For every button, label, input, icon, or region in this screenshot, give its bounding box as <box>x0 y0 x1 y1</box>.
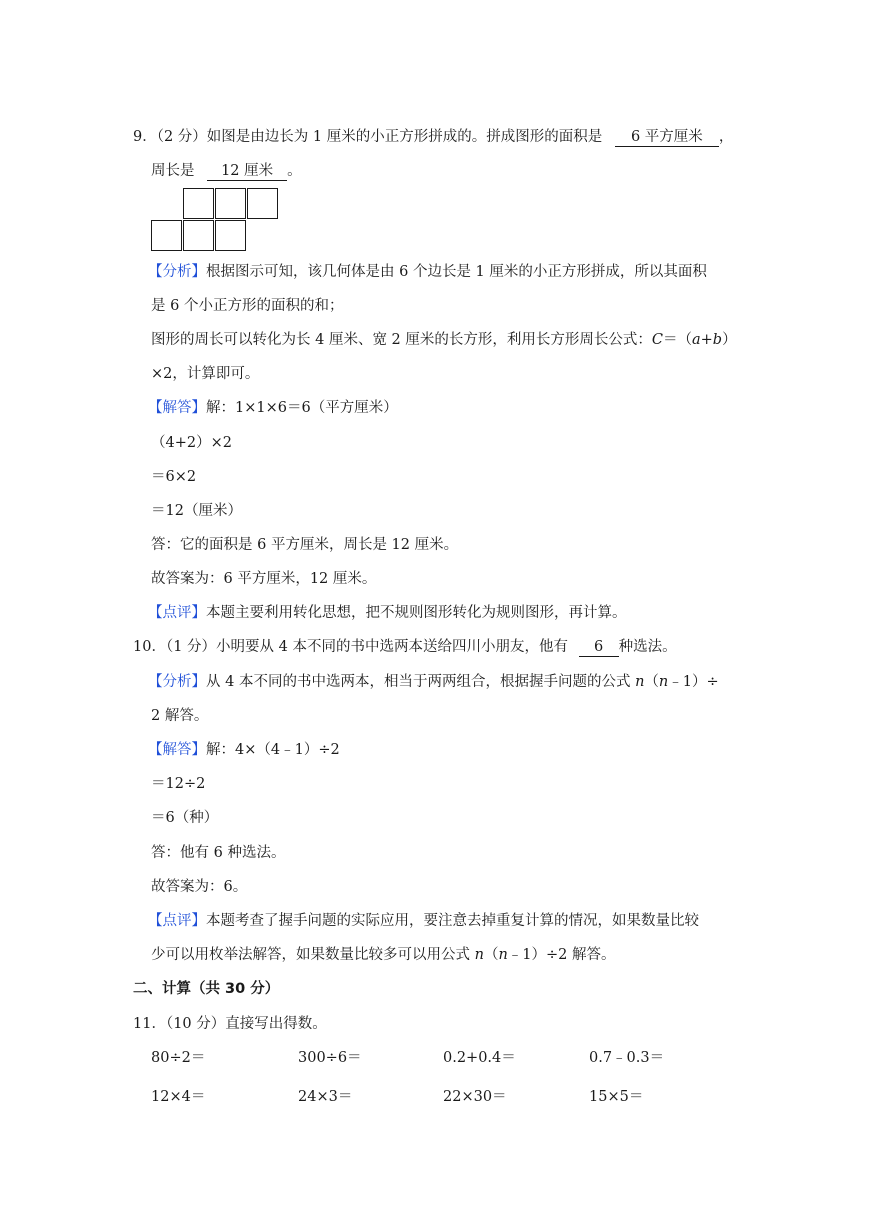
q10-analysis-text: 从 4 本不同的书中选两本，相当于两两组合，根据握手问题的公式 <box>206 674 631 690</box>
q9-answer-text: 解：1×1×6＝6（平方厘米） <box>206 400 398 416</box>
q9-answer-text: 答：它的面积是 6 平方厘米，周长是 12 厘米。 <box>151 537 459 553</box>
q9-answer-line3 <box>151 467 196 487</box>
q9-analysis-text: 图形的周长可以转化为长 4 厘米、宽 2 厘米的长方形，利用长方形周长公式： <box>151 332 652 348</box>
formula-text: ） <box>722 332 737 348</box>
formula-variable: C <box>651 332 663 348</box>
q10-answer-text: ＝6（种） <box>151 810 219 826</box>
q9-answer-line1 <box>148 398 398 418</box>
q9-answer-text: ＝6×2 <box>151 469 197 485</box>
formula-text: ﹣1）÷2 解答。 <box>507 947 616 963</box>
q10-comment-text: 本题考查了握手问题的实际应用，要注意去掉重复计算的情况，如果数量比较 <box>206 913 699 929</box>
q11-problem: 80÷2＝ <box>151 1050 206 1066</box>
q10-stem-prefix: 10．（1 分）小明要从 4 本不同的书中选两本送给四川小朋友，他有 <box>133 639 568 655</box>
q10-answer-line5 <box>151 877 247 897</box>
q9-answer-text: 故答案为：6 平方厘米，12 厘米。 <box>151 571 377 587</box>
q10-comment-text: 少可以用枚举法解答，如果数量比较多可以用公式 <box>151 947 470 963</box>
analysis-tag: 【分析】 <box>148 264 206 280</box>
q9-analysis-line3 <box>151 330 737 350</box>
q10-stem-suffix: 种选法。 <box>618 639 677 655</box>
formula-variable: n <box>635 674 645 690</box>
q9-analysis-line1 <box>148 262 707 282</box>
comment-tag: 【点评】 <box>148 605 206 621</box>
unit-square <box>215 220 246 251</box>
formula-text: ＝（ <box>663 332 692 348</box>
q11-problem: 22×30＝ <box>443 1089 507 1105</box>
formula-text: ﹣1）÷ <box>668 674 719 690</box>
q9-analysis-text: ×2，计算即可。 <box>151 366 260 382</box>
q9-answer-line6 <box>151 569 376 589</box>
q11-problem: 15×5＝ <box>589 1089 644 1105</box>
q9-area-answer-blank: 6 平方厘米 <box>615 128 719 147</box>
formula-variable: n <box>474 947 484 963</box>
q9-answer-text: （4+2）×2 <box>151 435 232 451</box>
q9-perimeter-label: 周长是 <box>151 163 195 179</box>
q10-answer-text: 答：他有 6 种选法。 <box>151 845 286 861</box>
q9-stem-line2-suffix: 。 <box>287 163 302 179</box>
answer-tag: 【解答】 <box>148 400 206 416</box>
answer-tag: 【解答】 <box>148 742 206 758</box>
q10-analysis-line2 <box>151 706 208 726</box>
formula-text: （ <box>644 674 659 690</box>
formula-variable: n <box>658 674 669 690</box>
analysis-tag: 【分析】 <box>148 674 206 690</box>
q9-perimeter-answer-blank: 12 厘米 <box>207 162 287 181</box>
q11-problem: 300÷6＝ <box>298 1050 362 1066</box>
q10-answer-text: 解：4×（4﹣1）÷2 <box>206 742 340 758</box>
q10-answer-line1 <box>148 740 340 760</box>
q10-stem-line1 <box>133 637 677 657</box>
formula-variable: a+b <box>692 332 723 348</box>
q10-comment-line2 <box>151 945 616 965</box>
q9-analysis-text: 是 6 个小正方形的面积的和； <box>151 298 344 314</box>
q9-analysis-line2 <box>151 296 343 316</box>
q9-comment-line1 <box>148 603 627 623</box>
q11-stem: 11．（10 分）直接写出得数。 <box>133 1016 327 1032</box>
unit-square <box>151 220 182 251</box>
q9-stem-suffix: ， <box>718 129 734 145</box>
comment-tag: 【点评】 <box>148 913 206 929</box>
unit-square <box>215 188 246 219</box>
q9-answer-line5 <box>151 535 458 555</box>
formula-text: （ <box>483 947 499 963</box>
formula-variable: n <box>498 947 508 963</box>
unit-square <box>247 188 278 219</box>
q9-stem-line1 <box>133 127 733 147</box>
unit-square <box>183 188 214 219</box>
section-heading: 二、计算（共 30 分） <box>133 981 280 997</box>
q9-figure <box>151 188 281 253</box>
q11-problem: 0.2+0.4＝ <box>443 1050 516 1066</box>
q9-stem-line2 <box>151 161 302 181</box>
q10-answer-text: ＝12÷2 <box>151 776 206 792</box>
q9-analysis-line4 <box>151 364 259 384</box>
q11-problem: 24×3＝ <box>298 1089 353 1105</box>
q9-stem-prefix: 9．（2 分）如图是由边长为 1 厘米的小正方形拼成的。拼成图形的面积是 <box>133 129 603 145</box>
q9-answer-line4 <box>151 501 242 521</box>
q10-answer-line3 <box>151 808 218 828</box>
q11-problem: 0.7﹣0.3＝ <box>589 1050 665 1066</box>
q10-answer-text: 故答案为：6。 <box>151 879 248 895</box>
q10-analysis-line1 <box>148 672 719 692</box>
q10-analysis-text: 2 解答。 <box>151 708 209 724</box>
q9-comment-text: 本题主要利用转化思想，把不规则图形转化为规则图形，再计算。 <box>206 605 627 621</box>
q10-comment-line1 <box>148 911 699 931</box>
q10-answer-line4 <box>151 843 285 863</box>
q9-answer-text: ＝12（厘米） <box>151 503 242 519</box>
q10-answer-line2 <box>151 774 205 794</box>
q9-analysis-text: 根据图示可知，该几何体是由 6 个边长是 1 厘米的小正方形拼成，所以其面积 <box>206 264 707 280</box>
q9-answer-line2 <box>151 433 232 453</box>
q10-answer-blank: 6 <box>579 638 619 657</box>
q11-problem: 12×4＝ <box>151 1089 206 1105</box>
unit-square <box>183 220 214 251</box>
